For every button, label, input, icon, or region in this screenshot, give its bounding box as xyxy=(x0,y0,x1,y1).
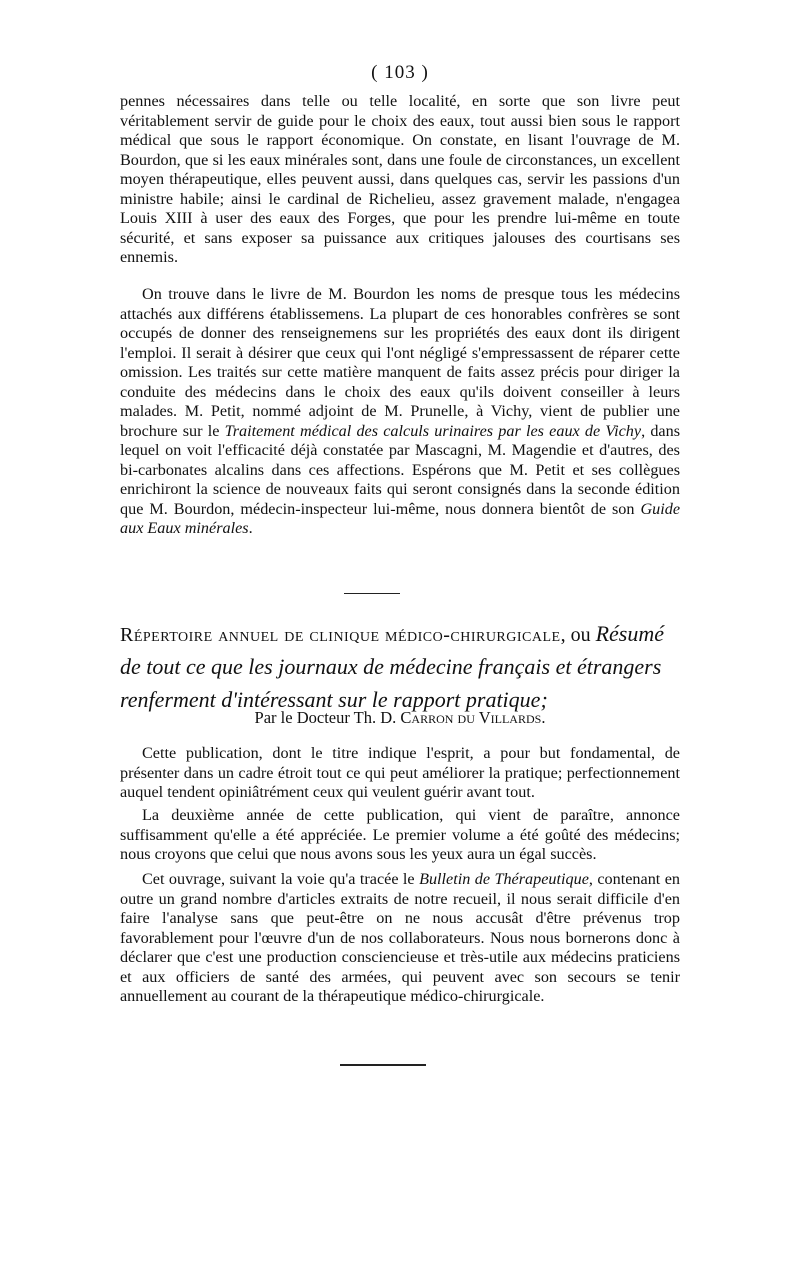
book-title-traitement: Traitement médical des calculs urinaires par les eaux de Vichy xyxy=(224,421,642,440)
journal-title-bulletin: Bulletin de Thérapeutique xyxy=(419,870,589,888)
byline xyxy=(120,708,680,728)
review-paragraph-3 xyxy=(120,870,680,1007)
review-paragraph-3-text-b: , contenant en outre un grand nombre d'articles extraits de notre recueil, il nous serait difficile d'en faire l'analyse sans que peut-être on ne nous accusât d'être prévenus trop favorablement pour l'œuvre d'un de nos collaborateurs. Nous nous bornerons donc à déclarer que c'est une production consciencieuse et très-utile aux médecins praticiens et aux officiers de santé des armées, qui peuvent avec son secours se tenir annuellement au courant de la thérapeutique médico-chirurgicale. xyxy=(120,870,680,1005)
article-doctors-paragraph xyxy=(120,285,680,539)
separator-rule-1 xyxy=(344,593,400,594)
separator-rule-2 xyxy=(340,1064,426,1066)
section-title-connector: , ou xyxy=(560,624,596,646)
review-paragraph-1: Cette publication, dont le titre indique l'esprit, a pour but fondamental, de présenter dans un cadre étroit tout ce qui peut améliorer la pratique; perfectionnement auquel tendent opiniâtrément ceux qui veulent guérir avant tout. xyxy=(120,744,680,801)
byline-prefix: Par le Docteur Th. D. xyxy=(254,708,401,727)
paragraph-doctors-text-a: On trouve dans le livre de M. Bourdon les noms de presque tous les médecins attachés aux différens établissemens. La plupart de ces honorables confrères se sont occupés de donner des renseignemens sur les propriétés des eaux dont ils dirigent l'emploi. Il serait à désirer que ceux qui l'ont négligé s'empressassent de réparer cette omission. Les traités sur cette matière manquent de faits assez précis pour diriger la conduite des médecins dans le choix des eaux qu'ils doivent conseiller à leurs malades. M. Petit, nommé adjoint de M. Prunelle, à Vichy, vient de publier une brochure sur le xyxy=(120,285,680,440)
paragraph-richelieu: pennes nécessaires dans telle ou telle localité, en sorte que son livre peut véritablement servir de guide pour le choix des eaux, tout aussi bien sous le rapport médical que sous le rapport économique. On constate, en lisant l'ouvrage de M. Bourdon, que si les eaux minérales sont, dans une foule de circonstances, un excellent moyen thérapeutique, elles peuvent aussi, dans quelques cas, servir les passions d'un ministre habile; ainsi le cardinal de Richelieu, assez gravement malade, n'engagea Louis XIII à user des eaux des Forges, que pour les prendre lui-même en toute sécurité, et sans exposer sa puissance aux critiques jalouses des courtisans ses ennemis. xyxy=(120,92,680,266)
paragraph-doctors xyxy=(120,285,680,539)
article-continuation xyxy=(120,92,680,268)
review-body-2 xyxy=(120,806,680,865)
review-body-1 xyxy=(120,744,680,803)
review-paragraph-3-text-a: Cet ouvrage, suivant la voie qu'a tracée le xyxy=(142,870,420,888)
author-name: Carron du Villards xyxy=(400,708,542,727)
review-body-3 xyxy=(120,870,680,1007)
review-paragraph-2: La deuxième année de cette publication, qui vient de paraître, annonce suffisamment qu'elle a été appréciée. Le premier volume a été goûté des médecins; nous croyons que celui que nous avons sous les yeux aura un égal succès. xyxy=(120,806,680,863)
byline-block xyxy=(120,708,680,728)
section-title-italic: Résumé de tout ce que les journaux de médecine français et étrangers renferment d'intéressant sur le rapport pratique; xyxy=(120,621,665,712)
paragraph-doctors-text-b: , dans lequel on voit l'efficacité déjà constatée par Mascagni, M. Magendie et d'autres, des bi-carbonates alcalins dans ces affections. Espérons que M. Petit et ses collègues enrichiront la science de nouveaux faits qui seront consignés dans la seconde édition que M. Bourdon, médecin-inspecteur lui-même, nous donnera bientôt de son xyxy=(120,421,681,518)
section-title-smallcaps: Répertoire annuel de clinique médico-chirurgicale xyxy=(120,624,561,646)
paragraph-doctors-text-c: . xyxy=(248,519,253,537)
page-number: ( 103 ) xyxy=(371,62,429,83)
review-heading xyxy=(120,618,680,717)
book-title-guide: Guide aux Eaux minérales xyxy=(120,499,680,537)
section-title xyxy=(120,618,680,717)
byline-suffix: . xyxy=(541,708,546,727)
